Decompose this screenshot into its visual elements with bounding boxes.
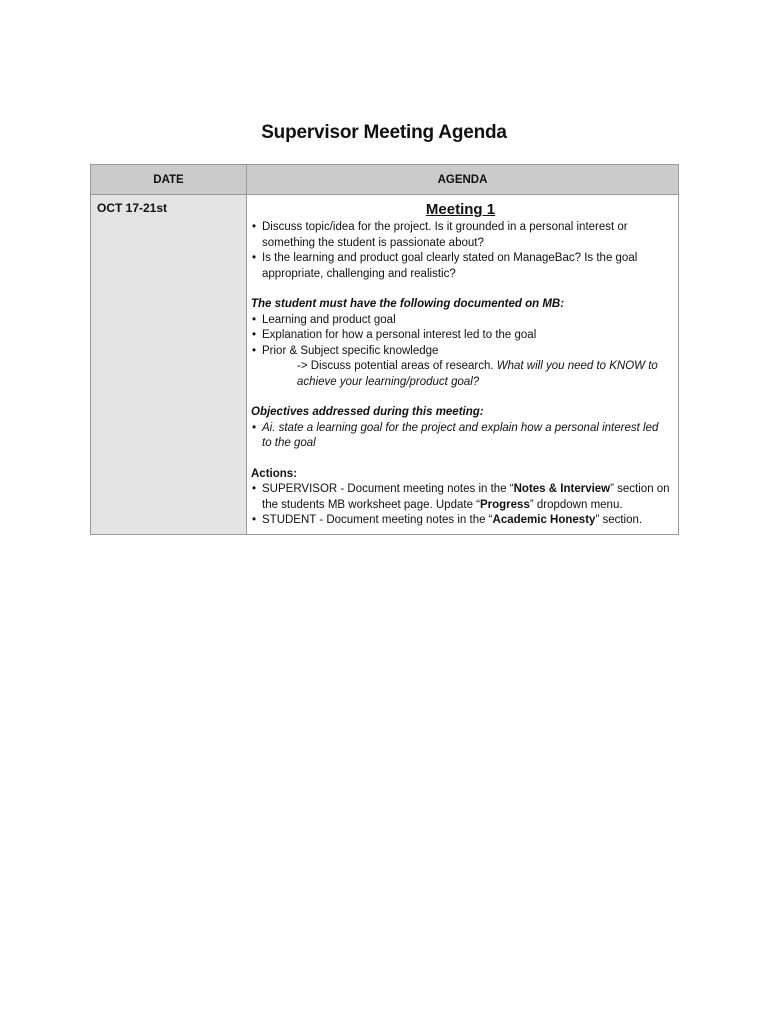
agenda-column-header: AGENDA bbox=[247, 165, 679, 195]
research-note-question: What will you need to KNOW to achieve your learning/product goal? bbox=[297, 360, 658, 388]
progress-label: Progress bbox=[479, 498, 530, 511]
agenda-table bbox=[90, 164, 679, 535]
table-header-row bbox=[91, 165, 679, 195]
research-note-text: -> Discuss potential areas of research. bbox=[297, 360, 494, 372]
list-item: • Learning and product goal bbox=[251, 313, 670, 329]
academic-honesty-label: Academic Honesty bbox=[492, 514, 596, 526]
list-item: • Discuss topic/idea for the project. Is it grounded in a personal interest or something the student is passionate about? bbox=[251, 220, 670, 251]
supervisor-action: • SUPERVISOR - Document meeting notes in the “Notes & Interview” section on the students MB worksheet page. Update “Progress” dropdown menu. bbox=[251, 482, 670, 513]
student-action: • STUDENT - Document meeting notes in the “Academic Honesty” section. bbox=[251, 513, 670, 529]
documented-list bbox=[251, 313, 670, 360]
documented-heading: The student must have the following documented on MB: bbox=[251, 298, 565, 310]
notes-interview-label: Notes & Interview bbox=[513, 483, 611, 495]
actions-list bbox=[251, 482, 670, 529]
list-item: • Explanation for how a personal interest led to the goal bbox=[251, 328, 670, 344]
list-item: • Ai. state a learning goal for the project and explain how a personal interest led to the goal bbox=[251, 421, 670, 452]
objectives-heading: Objectives addressed during this meeting: bbox=[251, 406, 484, 418]
date-cell: OCT 17-21st bbox=[91, 195, 247, 535]
actions-heading: Actions: bbox=[251, 467, 297, 480]
intro-list bbox=[251, 220, 670, 282]
list-item: • Prior & Subject specific knowledge bbox=[251, 344, 670, 360]
page-title: Supervisor Meeting Agenda bbox=[261, 122, 507, 143]
date-column-header: DATE bbox=[91, 165, 247, 195]
objectives-list bbox=[251, 421, 670, 452]
table-row bbox=[91, 195, 679, 535]
agenda-cell bbox=[247, 195, 679, 535]
meeting-title: Meeting 1 bbox=[425, 201, 496, 218]
list-item: • Is the learning and product goal clearly stated on ManageBac? Is the goal appropriate, challenging and realistic? bbox=[251, 251, 670, 282]
research-note bbox=[251, 359, 670, 390]
